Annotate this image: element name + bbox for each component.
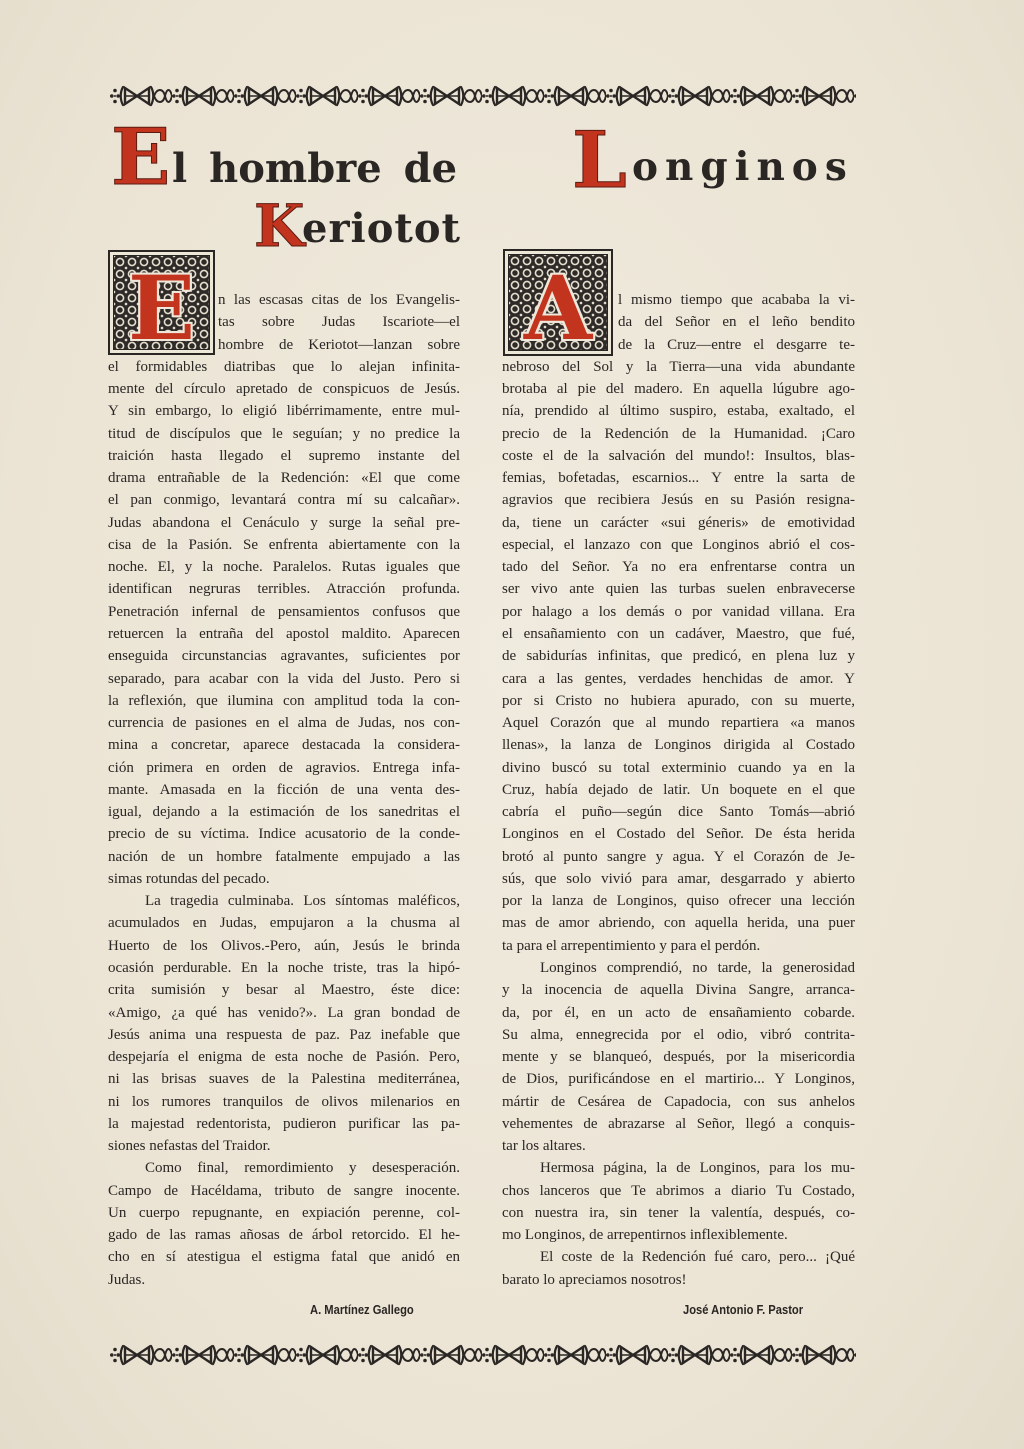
text-line: la reflexión, que ilumina con amplitud toda la con- [108,692,460,709]
text-line: crita sumisión y besar al Maestro, éste dice: [108,982,460,999]
drop-cap-letter: A [523,255,593,351]
text-line: separado, para acabar con la vida del Justo. Pero si [108,670,460,687]
text-line: mártir de Cesárea de Capadocia, con sus anhelos [502,1093,855,1110]
ornamental-border-icon [110,1342,856,1368]
text-line: identifican negruras terribles. Atracción profunda. [108,581,460,598]
text-line: agravios que recibiera Jesús en su Pasión resigna- [502,492,855,509]
title-right-initial: L [572,115,627,206]
author-left: A. Martínez Gallego [310,1302,414,1317]
text-line: acumulados en Judas, empujaron a la chusma al [108,915,460,932]
text-line: La tragedia culminaba. Los síntomas maléficos, [145,893,460,910]
text-line: igual, dejando a la estimación de los sanedritas el [108,804,460,821]
text-line: Penetración infernal de pensamientos confusos que [108,603,460,620]
text-line: y la inocencia de aquella Divina Sangre, arranca- [502,982,855,999]
text-line: brotó al punto sangre y agua. Y el Corazón de Je- [502,848,855,865]
text-line: despejaría el enigma de esta noche de Pasión. Pero, [108,1049,460,1066]
text-line: coste el de la salvación del mundo!: Insultos, blas- [502,447,855,464]
text-line: Longinos en el Costado del Señor. De ésta herida [502,826,855,843]
text-line: da del Señor en el leño bendito [618,314,855,331]
ornamental-border-top [110,83,856,109]
text-line: llenas», la lanza de Longinos dirigida al Costado [502,737,855,754]
text-line: la majestad redentorista, pudieron purificar las pa- [108,1115,460,1132]
text-line: mas de amor abriendo, con aquella herida, una puer [502,915,855,932]
text-line: precio de la Redención de la Humanidad. ¡Caro [502,425,855,442]
text-line: Su alma, ennegrecida por el odio, vibró contrita- [502,1026,855,1043]
text-line: Y sin embargo, lo eligió libérrimamente, entre mul- [108,403,460,420]
text-line: nebroso del Sol y la Tierra—una vida abundante [502,358,855,375]
text-line: l mismo tiempo que acababa la vi- [618,292,855,308]
text-line: ción primera en orden de agravios. Entrega infa- [108,759,460,776]
text-line: ocasión perdurable. En la noche triste, tras la hipó- [108,959,460,976]
ornamental-border-bottom [110,1342,856,1368]
text-line: por si Cristo no hubiera apurado, con su muerte, [502,692,855,709]
article-right-body [502,289,855,1291]
text-line: tas sobre Judas Iscariote—el [218,314,460,331]
text-line: cho en sí atestigua el estigma fatal que anidó en [108,1249,460,1266]
text-line: «Amigo, ¿a qué has venido?». La gran bondad de [108,1004,460,1021]
text-line: de Dios, purificándose en el martirio... Y Longinos, [502,1071,855,1088]
text-line: por la lanza de Longinos, quiso ofrecer una lección [502,893,855,910]
text-line: Judas. [108,1271,146,1288]
text-line: tado del Señor. Ya no era enfrentarse contra un [502,559,855,576]
text-line: Huerto de los Olivos.-Pero, aún, Jesús le brinda [108,937,460,954]
text-line: da, tiene un carácter «sui géneris» de emotividad [502,514,855,531]
text-line: el formidables diatribas que lo alejan infinita- [108,358,460,375]
text-line: ni las brisas suaves de la Palestina mediterránea, [108,1071,460,1088]
text-line: Judas abandona el Cenáculo y surge la señal pre- [108,514,460,531]
text-line: barato lo apreciamos nosotros! [502,1271,687,1288]
text-line: mente y se blanqueó, después, por la misericordia [502,1049,855,1066]
title-left-line1: l hombre de [172,145,458,192]
text-line: nación de un hombre fatalmente empujado a las [108,848,460,865]
text-line: mante. Amasada en la ficción de una venta des- [108,781,460,798]
article-left-body [108,289,460,1291]
text-line: el ensañamiento con un cadáver, Maestro, que fué, [502,625,855,642]
text-line: Como final, remordimiento y desesperación. [145,1160,460,1177]
text-line: con nuestra ira, sin tener la valentía, después, co- [502,1204,855,1221]
text-line: gado de las ramas añosas de árbol retorcido. El he- [108,1227,460,1244]
text-line: precio de su víctima. Indice acusatorio de la conde- [108,826,460,843]
text-line: enseguida circunstancias agravantes, suficientes por [108,648,460,665]
text-line: chos lanceros que Te abrimos a diario Tu Costado, [502,1182,855,1199]
text-line: de la Cruz—entre el desgarre te- [618,336,855,353]
text-line: de sabidurías infinitas, que predicó, en plena luz y [502,648,855,665]
text-line: Un cuerpo repugnante, en expiación perenne, col- [108,1204,460,1221]
text-line: sús, que solo vivió para amar, desgarrado y abierto [502,870,855,887]
text-line: da, por él, en un acto de ensañamiento cobarde. [502,1004,855,1021]
text-line: retuercen la entraña del apostol maldito. Aparecen [108,625,460,642]
text-line: El coste de la Redención fué caro, pero... ¡Qué [540,1249,855,1266]
text-line: el pan conmigo, levantará contra mí su calcañar». [108,492,460,509]
text-line: vehementes de abrazarse al Señor, llegó a conquis- [502,1115,855,1132]
text-line: ser vivo ante quien las turbas suelen enbravecerse [502,581,855,598]
text-line: n las escasas citas de los Evangelis- [218,292,460,308]
text-line: ni los rumores tranquilos de olivos milenarios en [108,1093,460,1110]
text-line: currencia de pasiones en el alma de Judas, nos con- [108,715,460,732]
ornamental-border-icon [110,83,856,109]
text-line: ta para el arrepentimiento y para el perdón. [502,937,761,954]
text-line: Jesús anima una respuesta de paz. Paz inefable que [108,1026,460,1043]
text-line: simas rotundas del pecado. [108,870,270,887]
text-line: divino buscó su total exterminio cuando ya en la [502,759,855,776]
text-line: Aquel Corazón que al mundo repartiera «a manos [502,715,855,732]
text-line: tar los altares. [502,1138,586,1155]
text-line: femias, bofetadas, escarnios... Y entre la sarta de [502,470,855,487]
text-line: Cruz, había dejado de latir. Un boquete en el que [502,781,855,798]
text-line: mo Longinos, de arrepentirnos inflexiblemente. [502,1227,788,1244]
text-line: especial, el lanzazo con que Longinos abrió el cos- [502,536,855,553]
text-line: brotaba al pie del madero. En aquella lúgubre ago- [502,381,855,398]
title-left-initial: E [111,112,171,203]
title-left-initial2: K [254,192,305,260]
text-line: cara a las gentes, verdades henchidas de amor. Y [502,670,855,687]
text-line: hombre de Keriotot—lanzan sobre [218,336,460,353]
text-line: titud de discípulos que le seguían; y no predice la [108,425,460,442]
text-line: traición hasta llegado el supremo instante del [108,447,460,464]
text-line: mente del círculo apretado de conspicuos de Jesús. [108,381,460,398]
title-right-line1: onginos [632,144,854,190]
text-line: Longinos comprendió, no tarde, la generosidad [540,959,855,976]
text-line: siones nefastas del Traidor. [108,1138,271,1155]
text-line: Hermosa página, la de Longinos, para los mu- [540,1160,855,1177]
author-right: José Antonio F. Pastor [683,1302,804,1317]
text-line: noche. El, y la noche. Paralelos. Rutas iguales que [108,559,460,576]
text-line: drama entrañable de la Redención: «El que come [108,470,460,487]
title-left-line2: eriotot [302,205,462,252]
text-line: cisa de la Pasión. Se enfrenta abiertamente con la [108,536,460,553]
text-line: mina a concretar, aparece destacada la considera- [108,737,460,754]
drop-cap-letter: E [127,255,196,350]
text-line: cabría el puño—según dice Santo Tomás—abrió [502,804,855,821]
text-line: nía, prendido al último suspiro, estaba, exaltado, el [502,403,855,420]
text-line: Campo de Hacéldama, tributo de sangre inocente. [108,1182,460,1199]
text-line: por halago a los demás o por vanidad villana. Era [502,603,855,620]
